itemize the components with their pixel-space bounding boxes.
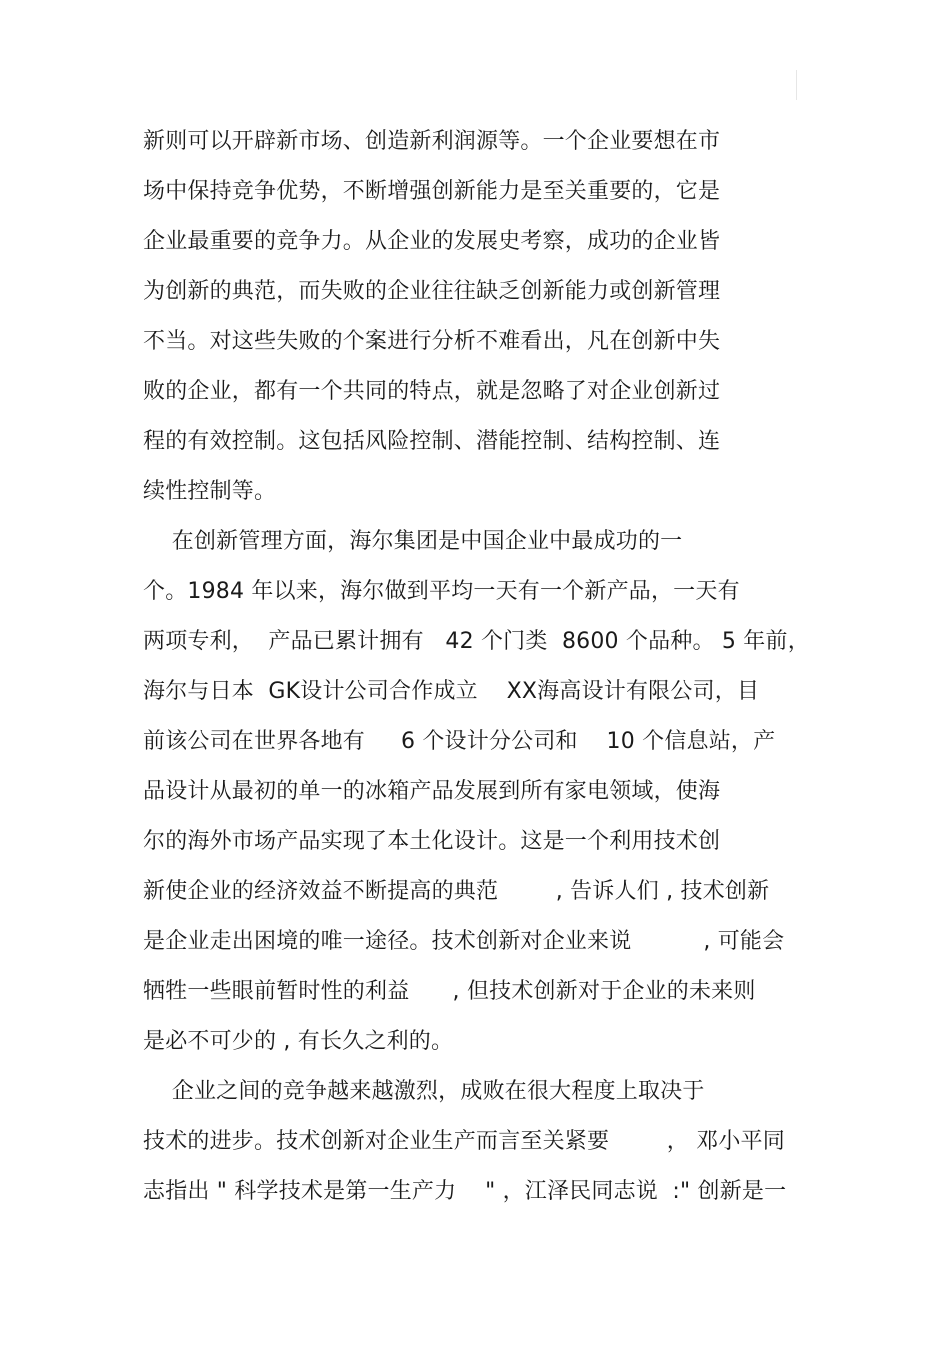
text-line: 败的企业，都有一个共同的特点，就是忽略了对企业创新过 <box>143 379 721 404</box>
paragraph-start-line: 在创新管理方面，海尔集团是中国企业中最成功的一 <box>143 529 683 554</box>
text-line: 程的有效控制。这包括风险控制、潜能控制、结构控制、连 <box>143 429 721 454</box>
text-line: 两项专利， 产品已累计拥有 42 个门类 8600 个品种。 5 年前， <box>143 629 810 654</box>
text-line: 个。1984 年以来，海尔做到平均一天有一个新产品，一天有 <box>143 579 740 604</box>
text-line: 品设计从最初的单一的冰箱产品发展到所有家电领域，使海 <box>143 779 721 804</box>
text-line: 为创新的典范，而失败的企业往往缺乏创新能力或创新管理 <box>143 279 721 304</box>
top-right-crop-mark <box>796 70 797 100</box>
text-line: 不当。对这些失败的个案进行分析不难看出，凡在创新中失 <box>143 329 721 354</box>
text-line: 续性控制等。 <box>143 479 277 504</box>
text-line: 技术的进步。技术创新对企业生产而言至关紧要 ， 邓小平同 <box>143 1129 785 1154</box>
text-line: 志指出 " 科学技术是第一生产力 " ，江泽民同志说 :" 创新是一 <box>143 1179 787 1204</box>
text-line: 新则可以开辟新市场、创造新利润源等。一个企业要想在市 <box>143 129 721 154</box>
text-line: 是企业走出困境的唯一途径。技术创新对企业来说 , 可能会 <box>143 929 785 954</box>
text-line: 企业最重要的竞争力。从企业的发展史考察，成功的企业皆 <box>143 229 721 254</box>
text-line: 牺牲一些眼前暂时性的利益 , 但技术创新对于企业的未来则 <box>143 979 756 1004</box>
paragraph-start-line: 企业之间的竞争越来越激烈，成败在很大程度上取决于 <box>143 1079 705 1104</box>
text-line: 场中保持竞争优势，不断增强创新能力是至关重要的，它是 <box>143 179 721 204</box>
text-line: 是必不可少的 , 有长久之利的。 <box>143 1029 454 1054</box>
text-line: 新使企业的经济效益不断提高的典范 , 告诉人们 , 技术创新 <box>143 879 770 904</box>
text-line: 前该公司在世界各地有 6 个设计分公司和 10 个信息站，产 <box>143 729 776 754</box>
text-line: 海尔与日本 GK设计公司合作成立 XX海高设计有限公司，目 <box>143 679 760 704</box>
text-line: 尔的海外市场产品实现了本土化设计。这是一个利用技术创 <box>143 829 721 854</box>
